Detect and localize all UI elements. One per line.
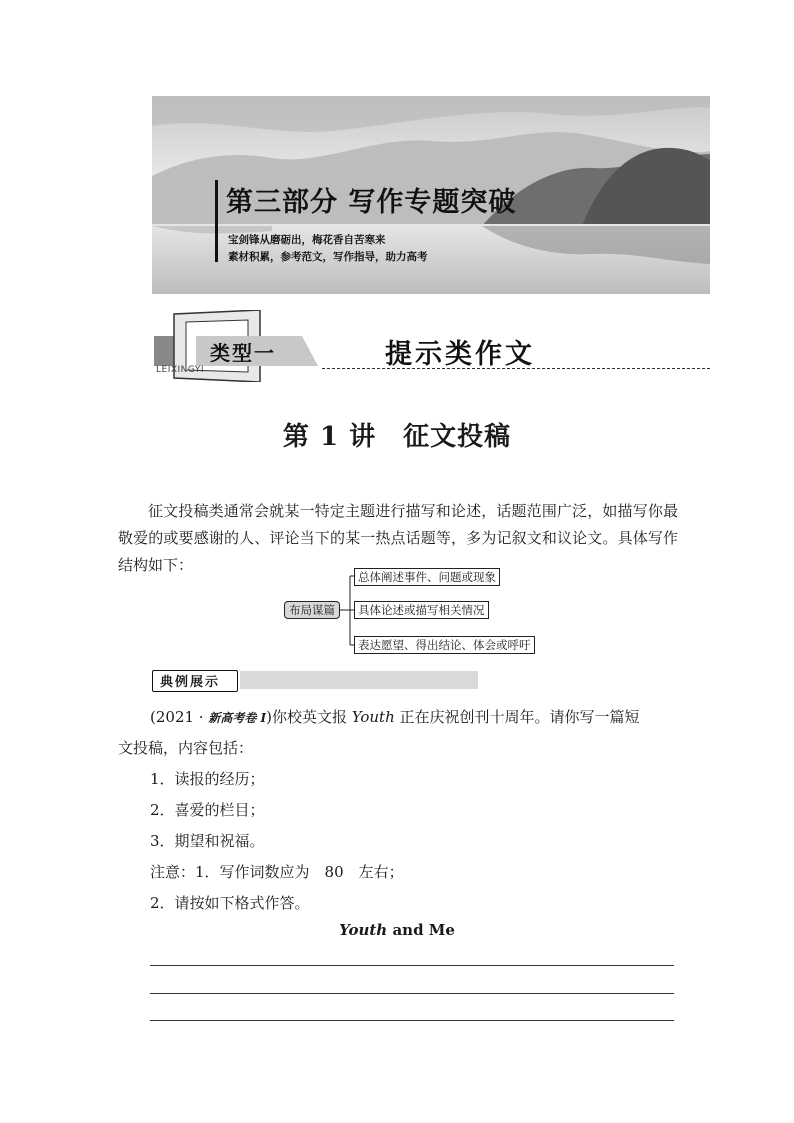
banner-divider — [215, 180, 218, 262]
task-text: )你校英文报 — [266, 708, 352, 726]
task-source: 新高考卷 Ⅰ — [208, 711, 267, 725]
example-label: 典例展示 — [160, 675, 221, 690]
structure-diagram — [284, 564, 544, 656]
diagram-branch-node: 总体阐述事件、问题或现象 — [354, 568, 500, 586]
lecture-title: 第 1 讲 征文投稿 — [282, 422, 512, 452]
task-line — [150, 706, 640, 727]
banner-subtitle: 宝剑锋从磨砺出，梅花香自苦寒来 — [228, 234, 386, 246]
banner-title: 第三部分 写作专题突破 — [226, 187, 517, 218]
essay-title-italic: Youth — [339, 921, 388, 939]
example-label-bar — [240, 671, 478, 689]
section-type-pinyin: LEIXINGYI — [156, 365, 205, 375]
header-banner — [152, 96, 710, 294]
task-item: 2．喜爱的栏目； — [150, 801, 265, 819]
section-type-badge — [152, 310, 322, 382]
essay-title — [0, 921, 794, 939]
section-title: 提示类作文 — [385, 339, 535, 370]
task-year: (2021 · — [150, 708, 209, 726]
task-note: 注意：1．写作词数应为 80 左右； — [150, 863, 404, 881]
diagram-root-node: 布局谋篇 — [284, 601, 340, 619]
task-text: 正在庆祝创刊十周年。请你写一篇短 — [394, 708, 640, 726]
task-paper-name: Youth — [351, 708, 395, 726]
answer-line[interactable] — [150, 965, 674, 966]
answer-line[interactable] — [150, 993, 674, 994]
section-type-label: 类型一 — [210, 341, 276, 365]
answer-line[interactable] — [150, 1020, 674, 1021]
diagram-branch-node: 表达愿望、得出结论、体会或呼吁 — [354, 636, 535, 654]
task-line: 文投稿，内容包括： — [118, 739, 254, 757]
task-item: 3．期望和祝福。 — [150, 832, 265, 850]
diagram-branch-node: 具体论述或描写相关情况 — [354, 601, 489, 619]
section-divider — [322, 368, 710, 369]
essay-title-rest: and Me — [387, 921, 455, 939]
task-note: 2．请按如下格式作答。 — [150, 894, 310, 912]
banner-subtitle: 素材积累，参考范文，写作指导，助力高考 — [228, 251, 428, 263]
task-item: 1．读报的经历； — [150, 770, 265, 788]
intro-paragraph: 征文投稿类通常会就某一特定主题进行描写和论述，话题范围广泛，如描写你最敬爱的或要感谢的人、评论当下的某一热点话题等，多为记叙文和议论文。具体写作结构如下： — [118, 502, 678, 574]
